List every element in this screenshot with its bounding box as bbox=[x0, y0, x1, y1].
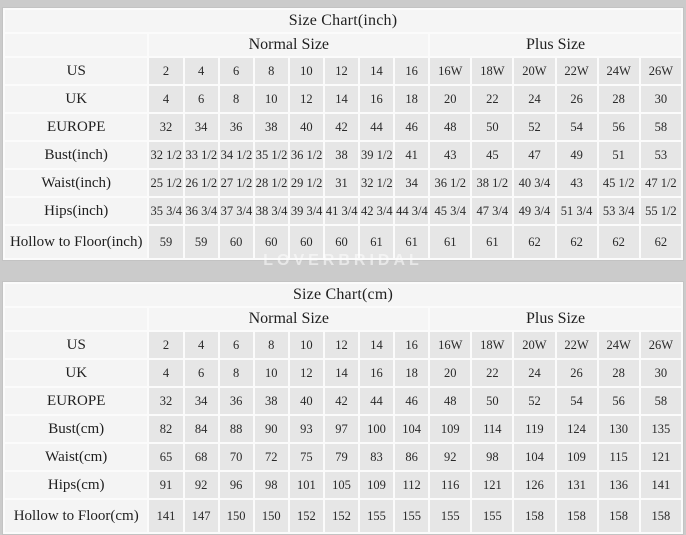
table-row bbox=[5, 444, 681, 470]
table-row bbox=[5, 58, 681, 84]
size-value-cell: 54 bbox=[557, 114, 597, 140]
table-row bbox=[5, 170, 681, 196]
size-value-cell: 48 bbox=[430, 388, 470, 414]
row-label: EUROPE bbox=[5, 114, 147, 140]
row-label: Waist(inch) bbox=[5, 170, 147, 196]
row-label: Waist(cm) bbox=[5, 444, 147, 470]
size-value-cell: 50 bbox=[472, 114, 512, 140]
size-value-cell: 109 bbox=[557, 444, 597, 470]
table-row bbox=[5, 198, 681, 224]
size-value-cell: 25 1/2 bbox=[149, 170, 182, 196]
size-value-cell: 60 bbox=[325, 226, 358, 258]
size-value-cell: 32 1/2 bbox=[360, 170, 393, 196]
size-value-cell: 30 bbox=[641, 360, 681, 386]
size-value-cell: 8 bbox=[255, 58, 288, 84]
table-title-row bbox=[5, 10, 681, 32]
size-value-cell: 40 bbox=[290, 114, 323, 140]
size-value-cell: 26W bbox=[641, 332, 681, 358]
row-label: US bbox=[5, 58, 147, 84]
size-value-cell: 41 bbox=[395, 142, 428, 168]
size-value-cell: 30 bbox=[641, 86, 681, 112]
size-value-cell: 60 bbox=[255, 226, 288, 258]
size-value-cell: 43 bbox=[557, 170, 597, 196]
size-value-cell: 92 bbox=[430, 444, 470, 470]
size-value-cell: 12 bbox=[325, 58, 358, 84]
row-label: Bust(inch) bbox=[5, 142, 147, 168]
size-value-cell: 49 3/4 bbox=[514, 198, 554, 224]
size-value-cell: 6 bbox=[185, 86, 218, 112]
size-value-cell: 62 bbox=[599, 226, 639, 258]
size-value-cell: 155 bbox=[430, 500, 470, 532]
size-value-cell: 20W bbox=[514, 58, 554, 84]
size-value-cell: 24W bbox=[599, 332, 639, 358]
size-value-cell: 22W bbox=[557, 58, 597, 84]
size-value-cell: 35 3/4 bbox=[149, 198, 182, 224]
size-value-cell: 53 bbox=[641, 142, 681, 168]
table-row bbox=[5, 114, 681, 140]
size-value-cell: 141 bbox=[149, 500, 182, 532]
size-value-cell: 104 bbox=[514, 444, 554, 470]
size-value-cell: 39 1/2 bbox=[360, 142, 393, 168]
size-value-cell: 53 3/4 bbox=[599, 198, 639, 224]
size-value-cell: 158 bbox=[641, 500, 681, 532]
size-value-cell: 79 bbox=[325, 444, 358, 470]
size-value-cell: 46 bbox=[395, 388, 428, 414]
size-value-cell: 60 bbox=[290, 226, 323, 258]
size-value-cell: 40 3/4 bbox=[514, 170, 554, 196]
size-value-cell: 2 bbox=[149, 58, 182, 84]
size-value-cell: 44 bbox=[360, 114, 393, 140]
size-value-cell: 43 bbox=[430, 142, 470, 168]
size-value-cell: 56 bbox=[599, 388, 639, 414]
row-label: Bust(cm) bbox=[5, 416, 147, 442]
size-value-cell: 16 bbox=[395, 58, 428, 84]
size-value-cell: 18 bbox=[395, 360, 428, 386]
size-value-cell: 98 bbox=[255, 472, 288, 498]
size-chart-inch-table bbox=[2, 7, 684, 261]
size-value-cell: 39 3/4 bbox=[290, 198, 323, 224]
size-value-cell: 16 bbox=[395, 332, 428, 358]
row-label: Hips(inch) bbox=[5, 198, 147, 224]
size-value-cell: 18W bbox=[472, 58, 512, 84]
size-value-cell: 52 bbox=[514, 114, 554, 140]
inch-table-body bbox=[5, 58, 681, 258]
table-title: Size Chart(cm) bbox=[5, 284, 681, 306]
size-value-cell: 56 bbox=[599, 114, 639, 140]
size-value-cell: 152 bbox=[290, 500, 323, 532]
size-value-cell: 16W bbox=[430, 332, 470, 358]
size-value-cell: 14 bbox=[325, 360, 358, 386]
size-value-cell: 121 bbox=[641, 444, 681, 470]
size-value-cell: 150 bbox=[220, 500, 253, 532]
size-value-cell: 4 bbox=[149, 360, 182, 386]
size-value-cell: 36 bbox=[220, 114, 253, 140]
row-label: UK bbox=[5, 86, 147, 112]
size-value-cell: 59 bbox=[149, 226, 182, 258]
size-value-cell: 112 bbox=[395, 472, 428, 498]
table-title-row bbox=[5, 284, 681, 306]
size-value-cell: 97 bbox=[325, 416, 358, 442]
size-value-cell: 26 bbox=[557, 86, 597, 112]
size-value-cell: 27 1/2 bbox=[220, 170, 253, 196]
size-value-cell: 18W bbox=[472, 332, 512, 358]
size-value-cell: 101 bbox=[290, 472, 323, 498]
size-value-cell: 36 1/2 bbox=[290, 142, 323, 168]
table-row bbox=[5, 86, 681, 112]
row-label: Hips(cm) bbox=[5, 472, 147, 498]
size-value-cell: 62 bbox=[557, 226, 597, 258]
size-value-cell: 59 bbox=[185, 226, 218, 258]
size-value-cell: 31 bbox=[325, 170, 358, 196]
size-value-cell: 8 bbox=[220, 86, 253, 112]
size-value-cell: 83 bbox=[360, 444, 393, 470]
size-value-cell: 58 bbox=[641, 114, 681, 140]
size-value-cell: 8 bbox=[255, 332, 288, 358]
size-value-cell: 98 bbox=[472, 444, 512, 470]
size-value-cell: 135 bbox=[641, 416, 681, 442]
size-value-cell: 42 bbox=[325, 114, 358, 140]
size-value-cell: 38 bbox=[255, 388, 288, 414]
size-value-cell: 20 bbox=[430, 86, 470, 112]
size-value-cell: 34 bbox=[395, 170, 428, 196]
size-value-cell: 105 bbox=[325, 472, 358, 498]
size-value-cell: 44 3/4 bbox=[395, 198, 428, 224]
size-value-cell: 115 bbox=[599, 444, 639, 470]
size-value-cell: 29 1/2 bbox=[290, 170, 323, 196]
size-value-cell: 124 bbox=[557, 416, 597, 442]
table-row bbox=[5, 332, 681, 358]
size-value-cell: 36 3/4 bbox=[185, 198, 218, 224]
plus-size-header: Plus Size bbox=[430, 308, 681, 330]
size-value-cell: 60 bbox=[220, 226, 253, 258]
size-value-cell: 62 bbox=[641, 226, 681, 258]
size-value-cell: 61 bbox=[472, 226, 512, 258]
size-value-cell: 45 3/4 bbox=[430, 198, 470, 224]
normal-size-header: Normal Size bbox=[149, 308, 428, 330]
size-value-cell: 100 bbox=[360, 416, 393, 442]
size-value-cell: 38 bbox=[325, 142, 358, 168]
size-value-cell: 121 bbox=[472, 472, 512, 498]
size-value-cell: 68 bbox=[185, 444, 218, 470]
size-value-cell: 12 bbox=[290, 86, 323, 112]
size-value-cell: 10 bbox=[290, 58, 323, 84]
size-value-cell: 86 bbox=[395, 444, 428, 470]
size-value-cell: 136 bbox=[599, 472, 639, 498]
corner-cell bbox=[5, 34, 147, 56]
size-value-cell: 51 3/4 bbox=[557, 198, 597, 224]
table-row bbox=[5, 416, 681, 442]
size-value-cell: 24 bbox=[514, 86, 554, 112]
size-chart-cm-table bbox=[2, 281, 684, 535]
table-row bbox=[5, 472, 681, 498]
size-value-cell: 22W bbox=[557, 332, 597, 358]
size-value-cell: 34 bbox=[185, 114, 218, 140]
size-value-cell: 14 bbox=[360, 58, 393, 84]
size-value-cell: 32 bbox=[149, 388, 182, 414]
size-value-cell: 38 bbox=[255, 114, 288, 140]
size-value-cell: 126 bbox=[514, 472, 554, 498]
size-value-cell: 131 bbox=[557, 472, 597, 498]
size-value-cell: 41 3/4 bbox=[325, 198, 358, 224]
size-value-cell: 54 bbox=[557, 388, 597, 414]
size-value-cell: 155 bbox=[360, 500, 393, 532]
size-value-cell: 14 bbox=[325, 86, 358, 112]
table-title: Size Chart(inch) bbox=[5, 10, 681, 32]
size-value-cell: 130 bbox=[599, 416, 639, 442]
size-value-cell: 6 bbox=[220, 332, 253, 358]
size-value-cell: 109 bbox=[430, 416, 470, 442]
table-row bbox=[5, 360, 681, 386]
size-value-cell: 155 bbox=[472, 500, 512, 532]
size-value-cell: 72 bbox=[255, 444, 288, 470]
row-label: EUROPE bbox=[5, 388, 147, 414]
size-value-cell: 47 3/4 bbox=[472, 198, 512, 224]
size-value-cell: 47 bbox=[514, 142, 554, 168]
size-value-cell: 158 bbox=[599, 500, 639, 532]
size-value-cell: 8 bbox=[220, 360, 253, 386]
size-value-cell: 147 bbox=[185, 500, 218, 532]
size-value-cell: 4 bbox=[185, 58, 218, 84]
table-row bbox=[5, 142, 681, 168]
size-value-cell: 91 bbox=[149, 472, 182, 498]
size-value-cell: 40 bbox=[290, 388, 323, 414]
size-value-cell: 26W bbox=[641, 58, 681, 84]
size-value-cell: 45 bbox=[472, 142, 512, 168]
size-value-cell: 4 bbox=[149, 86, 182, 112]
size-value-cell: 82 bbox=[149, 416, 182, 442]
row-label: UK bbox=[5, 360, 147, 386]
size-value-cell: 49 bbox=[557, 142, 597, 168]
size-value-cell: 61 bbox=[430, 226, 470, 258]
table-row bbox=[5, 226, 681, 258]
size-value-cell: 116 bbox=[430, 472, 470, 498]
size-group-header-row bbox=[5, 308, 681, 330]
size-value-cell: 20 bbox=[430, 360, 470, 386]
size-value-cell: 61 bbox=[360, 226, 393, 258]
size-value-cell: 119 bbox=[514, 416, 554, 442]
size-value-cell: 38 1/2 bbox=[472, 170, 512, 196]
size-value-cell: 47 1/2 bbox=[641, 170, 681, 196]
size-value-cell: 34 1/2 bbox=[220, 142, 253, 168]
size-value-cell: 90 bbox=[255, 416, 288, 442]
size-value-cell: 96 bbox=[220, 472, 253, 498]
size-value-cell: 35 1/2 bbox=[255, 142, 288, 168]
size-value-cell: 65 bbox=[149, 444, 182, 470]
size-value-cell: 22 bbox=[472, 86, 512, 112]
size-value-cell: 24W bbox=[599, 58, 639, 84]
watermark: LOVERBRIDAL bbox=[263, 252, 423, 269]
size-value-cell: 20W bbox=[514, 332, 554, 358]
size-value-cell: 6 bbox=[185, 360, 218, 386]
size-value-cell: 34 bbox=[185, 388, 218, 414]
size-value-cell: 152 bbox=[325, 500, 358, 532]
size-value-cell: 141 bbox=[641, 472, 681, 498]
size-value-cell: 75 bbox=[290, 444, 323, 470]
row-label: Hollow to Floor(cm) bbox=[5, 500, 147, 532]
size-value-cell: 109 bbox=[360, 472, 393, 498]
size-value-cell: 45 1/2 bbox=[599, 170, 639, 196]
size-value-cell: 62 bbox=[514, 226, 554, 258]
size-value-cell: 37 3/4 bbox=[220, 198, 253, 224]
size-value-cell: 55 1/2 bbox=[641, 198, 681, 224]
size-value-cell: 38 3/4 bbox=[255, 198, 288, 224]
row-label: US bbox=[5, 332, 147, 358]
normal-size-header: Normal Size bbox=[149, 34, 428, 56]
size-value-cell: 58 bbox=[641, 388, 681, 414]
size-value-cell: 150 bbox=[255, 500, 288, 532]
size-value-cell: 22 bbox=[472, 360, 512, 386]
size-value-cell: 6 bbox=[220, 58, 253, 84]
size-value-cell: 48 bbox=[430, 114, 470, 140]
size-value-cell: 28 1/2 bbox=[255, 170, 288, 196]
row-label: Hollow to Floor(inch) bbox=[5, 226, 147, 258]
cm-table-body bbox=[5, 332, 681, 532]
size-value-cell: 44 bbox=[360, 388, 393, 414]
size-value-cell: 16W bbox=[430, 58, 470, 84]
size-value-cell: 32 1/2 bbox=[149, 142, 182, 168]
size-value-cell: 93 bbox=[290, 416, 323, 442]
size-value-cell: 104 bbox=[395, 416, 428, 442]
size-value-cell: 12 bbox=[290, 360, 323, 386]
size-value-cell: 84 bbox=[185, 416, 218, 442]
size-value-cell: 14 bbox=[360, 332, 393, 358]
size-value-cell: 33 1/2 bbox=[185, 142, 218, 168]
size-value-cell: 36 1/2 bbox=[430, 170, 470, 196]
size-value-cell: 88 bbox=[220, 416, 253, 442]
size-value-cell: 26 1/2 bbox=[185, 170, 218, 196]
size-value-cell: 32 bbox=[149, 114, 182, 140]
size-value-cell: 26 bbox=[557, 360, 597, 386]
size-group-header-row bbox=[5, 34, 681, 56]
size-value-cell: 42 3/4 bbox=[360, 198, 393, 224]
size-value-cell: 28 bbox=[599, 360, 639, 386]
size-value-cell: 24 bbox=[514, 360, 554, 386]
size-value-cell: 10 bbox=[290, 332, 323, 358]
table-row bbox=[5, 388, 681, 414]
size-value-cell: 158 bbox=[514, 500, 554, 532]
size-value-cell: 155 bbox=[395, 500, 428, 532]
size-value-cell: 18 bbox=[395, 86, 428, 112]
size-value-cell: 4 bbox=[185, 332, 218, 358]
size-value-cell: 42 bbox=[325, 388, 358, 414]
size-value-cell: 46 bbox=[395, 114, 428, 140]
size-value-cell: 36 bbox=[220, 388, 253, 414]
size-value-cell: 16 bbox=[360, 86, 393, 112]
size-value-cell: 61 bbox=[395, 226, 428, 258]
size-value-cell: 2 bbox=[149, 332, 182, 358]
size-value-cell: 51 bbox=[599, 142, 639, 168]
table-row bbox=[5, 500, 681, 532]
size-value-cell: 28 bbox=[599, 86, 639, 112]
size-value-cell: 12 bbox=[325, 332, 358, 358]
size-value-cell: 70 bbox=[220, 444, 253, 470]
size-value-cell: 114 bbox=[472, 416, 512, 442]
size-value-cell: 52 bbox=[514, 388, 554, 414]
size-value-cell: 10 bbox=[255, 86, 288, 112]
size-value-cell: 10 bbox=[255, 360, 288, 386]
size-value-cell: 158 bbox=[557, 500, 597, 532]
corner-cell bbox=[5, 308, 147, 330]
size-value-cell: 16 bbox=[360, 360, 393, 386]
size-value-cell: 50 bbox=[472, 388, 512, 414]
size-value-cell: 92 bbox=[185, 472, 218, 498]
plus-size-header: Plus Size bbox=[430, 34, 681, 56]
